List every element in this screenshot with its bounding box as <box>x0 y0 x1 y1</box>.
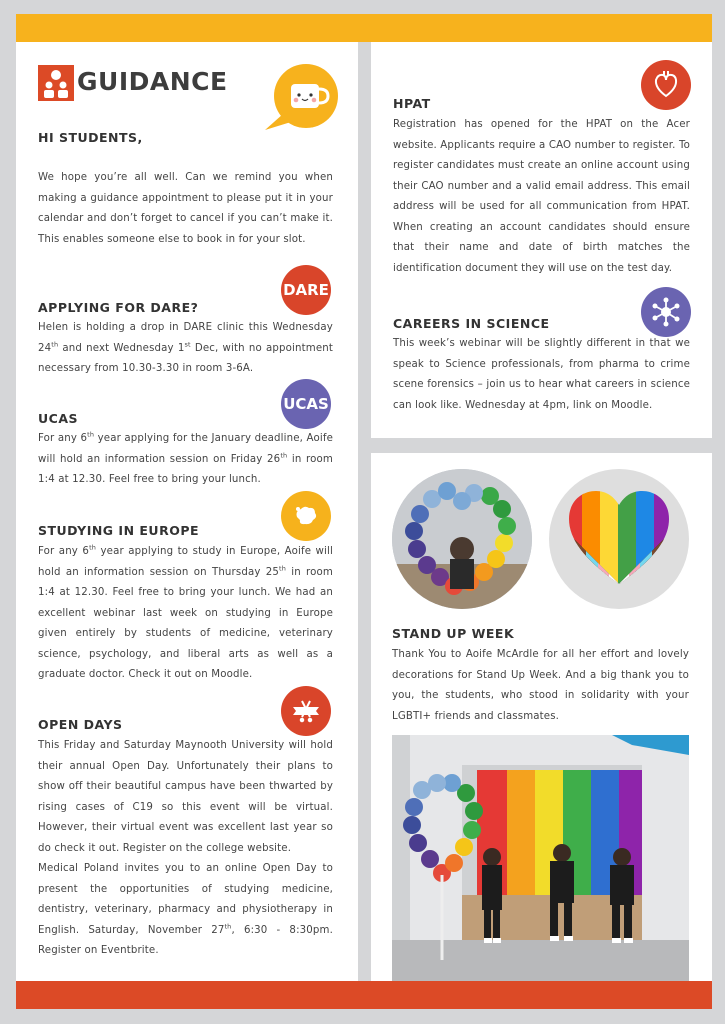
europe-text: For any 6th year applying to study in Europe, Aoife will hold an information session on Thursday 25th in room 1:4 at 12.30. Feel free to bring your lunch. We had an excellent webinar last week on studying in Europe given entirely by students of medicine, veterinary science, psychology, and liberal arts as well as a graduate doctor. Check it out on Moodle. <box>38 543 333 680</box>
bottom-bar <box>16 981 712 1009</box>
hpat-heading: HPAT <box>393 96 431 111</box>
molecule-icon <box>641 287 691 337</box>
page-title: GUIDANCE <box>77 67 228 96</box>
dare-heading: APPLYING FOR DARE? <box>38 300 199 315</box>
dare-badge: DARE <box>281 265 331 315</box>
ucas-badge: UCAS <box>281 379 331 429</box>
progress-pride-heart-icon <box>549 469 689 609</box>
open-days-text-2: Medical Poland invites you to an online Open Day to present the opportunities of studying medicine, dentistry, veterinary, pharmacy and physiotherapy in English. Saturday, November 27th, 6:30 - 8:30pm. Register on Eventbrite. <box>38 863 333 956</box>
careers-heading: CAREERS IN SCIENCE <box>393 316 550 331</box>
intro-text: We hope you’re all well. Can we remind you when making a guidance appointment to please put it in your calendar and don’t forget to cancel if you can’t make it. This enables someone else to book in for your slot. <box>38 172 333 245</box>
balloon-heart-photo <box>392 469 532 609</box>
left-panel <box>16 42 358 981</box>
guidance-logo-icon <box>38 65 74 101</box>
dare-text: Helen is holding a drop in DARE clinic this Wednesday 24th and next Wednesday 1st Dec, with no appointment necessary from 10.30-3.30 in room 3-6A. <box>38 322 333 374</box>
ribbon-cutting-icon <box>281 686 331 736</box>
intro-heading: HI STUDENTS, <box>38 130 143 145</box>
hpat-text: Registration has opened for the HPAT on the Acer website. Applicants require a CAO number to register. To register candidates must create an online account using their CAO number and a valid email address. This email address will be used for all communication from HPAT. When creating an account candidates should ensure that their name and date of birth matches the identification document they will use on the test day. <box>393 119 690 274</box>
right-top-panel <box>371 42 712 438</box>
stand-up-text: Thank You to Aoife McArdle for all her effort and lovely decorations for Stand Up Week. And a big thank you to you, the students, who stood in solidarity with your LGBTI+ friends and classmates. <box>392 649 689 722</box>
ucas-heading: UCAS <box>38 411 79 426</box>
europe-heading: STUDYING IN EUROPE <box>38 523 200 538</box>
europe-map-icon <box>281 491 331 541</box>
open-days-text-1: This Friday and Saturday Maynooth University will hold their annual Open Day. Unfortunately their plans to show off their beautiful campus have been thwarted by rising cases of C19 so this event will be virtual. However, their virtual event was excellent last year so do check it out. Register on the college website. <box>38 740 333 854</box>
top-bar <box>16 14 712 42</box>
mug-icon <box>261 64 341 132</box>
students-photo <box>392 735 689 981</box>
heart-icon <box>641 60 691 110</box>
careers-text: This week’s webinar will be slightly different in that we speak to Science professionals, from pharma to crime scene forensics – join us to hear what careers in science can look like. Wednesday at 4pm, link on Moodle. <box>393 338 690 411</box>
stand-up-heading: STAND UP WEEK <box>392 626 515 641</box>
right-bottom-panel <box>371 453 712 981</box>
ucas-text: For any 6th year applying for the January deadline, Aoife will hold an information session on Friday 26th in room 1:4 at 12.30. Feel free to bring your lunch. <box>38 430 333 485</box>
open-days-heading: OPEN DAYS <box>38 717 123 732</box>
